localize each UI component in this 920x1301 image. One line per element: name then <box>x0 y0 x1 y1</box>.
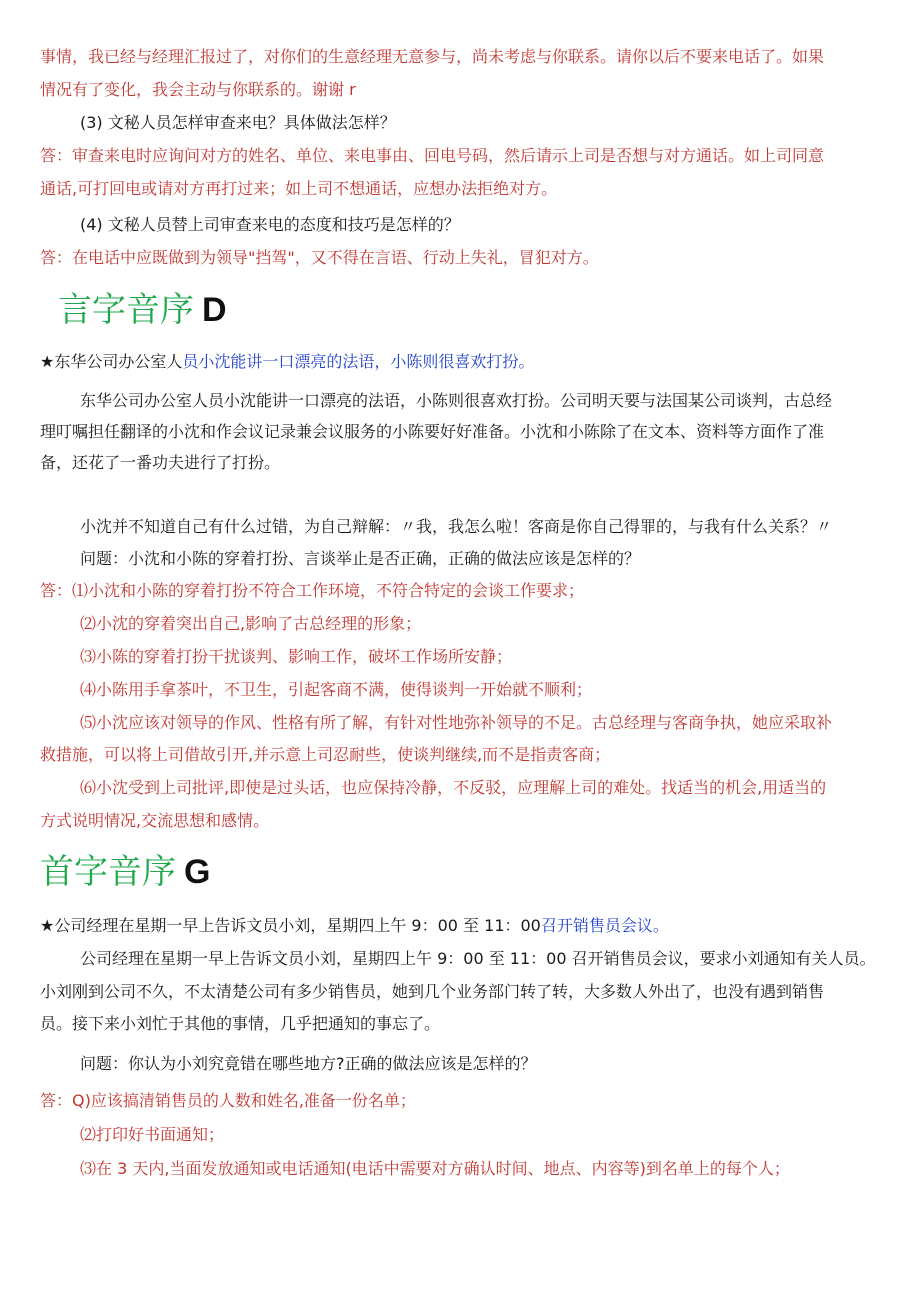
section-d-question: 问题：小沈和小陈的穿着打扮、言谈举止是否正确，正确的做法应该是怎样的？ <box>80 549 641 568</box>
section-d-body-line-3: 备，还花了一番功夫进行了打扮。 <box>40 453 281 472</box>
section-d-answer-4: ⑷小陈用手拿茶叶，不卫生，引起客商不满，使得谈判一开始就不顺利； <box>80 680 593 699</box>
section-g-answer-3: ⑶在 3 天内,当面发放通知或电话通知(电话中需要对方确认时间、地点、内容等)到名单上的每个人； <box>80 1159 790 1178</box>
section-d-answer-6a: ⑹小沈受到上司批评,即使是过头话，也应保持冷静，不反驳，应理解上司的难处。找适当的机会,用适当的 <box>80 778 827 797</box>
section-d-case-title-black: ★东华公司办公室人 <box>40 352 183 371</box>
section-d-letter: D <box>202 291 227 329</box>
intro-line-1: 事情，我已经与经理汇报过了，对你们的生意经理无意参与，尚未考虑与你联系。请你以后不要来电话了。如果 <box>40 47 825 66</box>
q4-answer: 答：在电话中应既做到为领导"挡驾"，又不得在言语、行动上失礼，冒犯对方。 <box>40 248 599 267</box>
intro-line-2: 情况有了变化，我会主动与你联系的。谢谢 r <box>40 80 356 99</box>
section-g-case-title-blue: 召开销售员会议。 <box>540 916 669 935</box>
section-d-body-line-2: 理叮嘱担任翻译的小沈和作会议记录兼会议服务的小陈要好好准备。小沈和小陈除了在文本、资料等方面作了准 <box>40 422 825 441</box>
section-d-heading <box>58 290 227 330</box>
section-g-case-title-black: ★公司经理在星期一早上告诉文员小刘，星期四上午 9：00 至 11：00 <box>40 916 541 935</box>
section-d-heading-text: 言字音序 <box>58 290 194 330</box>
section-d-answer-6b: 方式说明情况,交流思想和感情。 <box>40 811 270 830</box>
q3-answer-line-1: 答：审查来电时应询问对方的姓名、单位、来电事由、回电号码，然后请示上司是否想与对方通话。如上司同意 <box>40 146 825 165</box>
section-g-letter: G <box>184 853 211 891</box>
section-g-answer-2: ⑵打印好书面通知； <box>80 1125 225 1144</box>
section-g-answer-1: 答：Q)应该搞清销售员的人数和姓名,准备一份名单； <box>40 1091 416 1110</box>
section-d-case-title <box>40 351 534 373</box>
section-g-question: 问题：你认为小刘究竟错在哪些地方?正确的做法应该是怎样的？ <box>80 1054 537 1073</box>
q3-question: (3) 文秘人员怎样审查来电？具体做法怎样？ <box>80 113 396 132</box>
section-d-answer-2: ⑵小沈的穿着突出自己,影响了古总经理的形象； <box>80 614 422 633</box>
section-d-answer-3: ⑶小陈的穿着打扮干扰谈判、影响工作，破坏工作场所安静； <box>80 647 513 666</box>
section-d-answer-5a: ⑸小沈应该对领导的作风、性格有所了解，有针对性地弥补领导的不足。古总经理与客商争执，她应采取补 <box>80 713 833 732</box>
section-g-heading-text: 首字音序 <box>40 852 176 892</box>
section-d-answer-1: 答：⑴小沈和小陈的穿着打扮不符合工作环境，不符合特定的会谈工作要求； <box>40 581 585 600</box>
section-d-answer-5b: 救措施，可以将上司借故引开,并示意上司忍耐些，使谈判继续,而不是指责客商； <box>40 745 611 764</box>
section-d-body-line-1: 东华公司办公室人员小沈能讲一口漂亮的法语，小陈则很喜欢打扮。公司明天要与法国某公司谈判，古总经 <box>80 391 833 410</box>
section-d-quote-line: 小沈并不知道自己有什么过错，为自己辩解：〃我，我怎么啦！客商是你自己得罪的，与我有什么关系？〃 <box>80 517 833 536</box>
q4-question: (4) 文秘人员替上司审查来电的态度和技巧是怎样的？ <box>80 215 460 234</box>
section-g-heading <box>40 852 210 892</box>
section-g-case-title <box>40 915 669 937</box>
section-g-body-line-3: 员。接下来小刘忙于其他的事情，几乎把通知的事忘了。 <box>40 1014 441 1033</box>
section-d-case-title-blue: 员小沈能讲一口漂亮的法语，小陈则很喜欢打扮。 <box>182 352 535 371</box>
q3-answer-line-2: 通话,可打回电或请对方再打过来；如上司不想通话，应想办法拒绝对方。 <box>40 179 558 198</box>
section-g-body-line-2: 小刘刚到公司不久，不太清楚公司有多少销售员，她到几个业务部门转了转，大多数人外出了，也没有遇到销售 <box>40 982 825 1001</box>
section-g-body-line-1: 公司经理在星期一早上告诉文员小刘，星期四上午 9：00 至 11：00 召开销售员会议，要求小刘通知有关人员。 <box>80 949 876 968</box>
